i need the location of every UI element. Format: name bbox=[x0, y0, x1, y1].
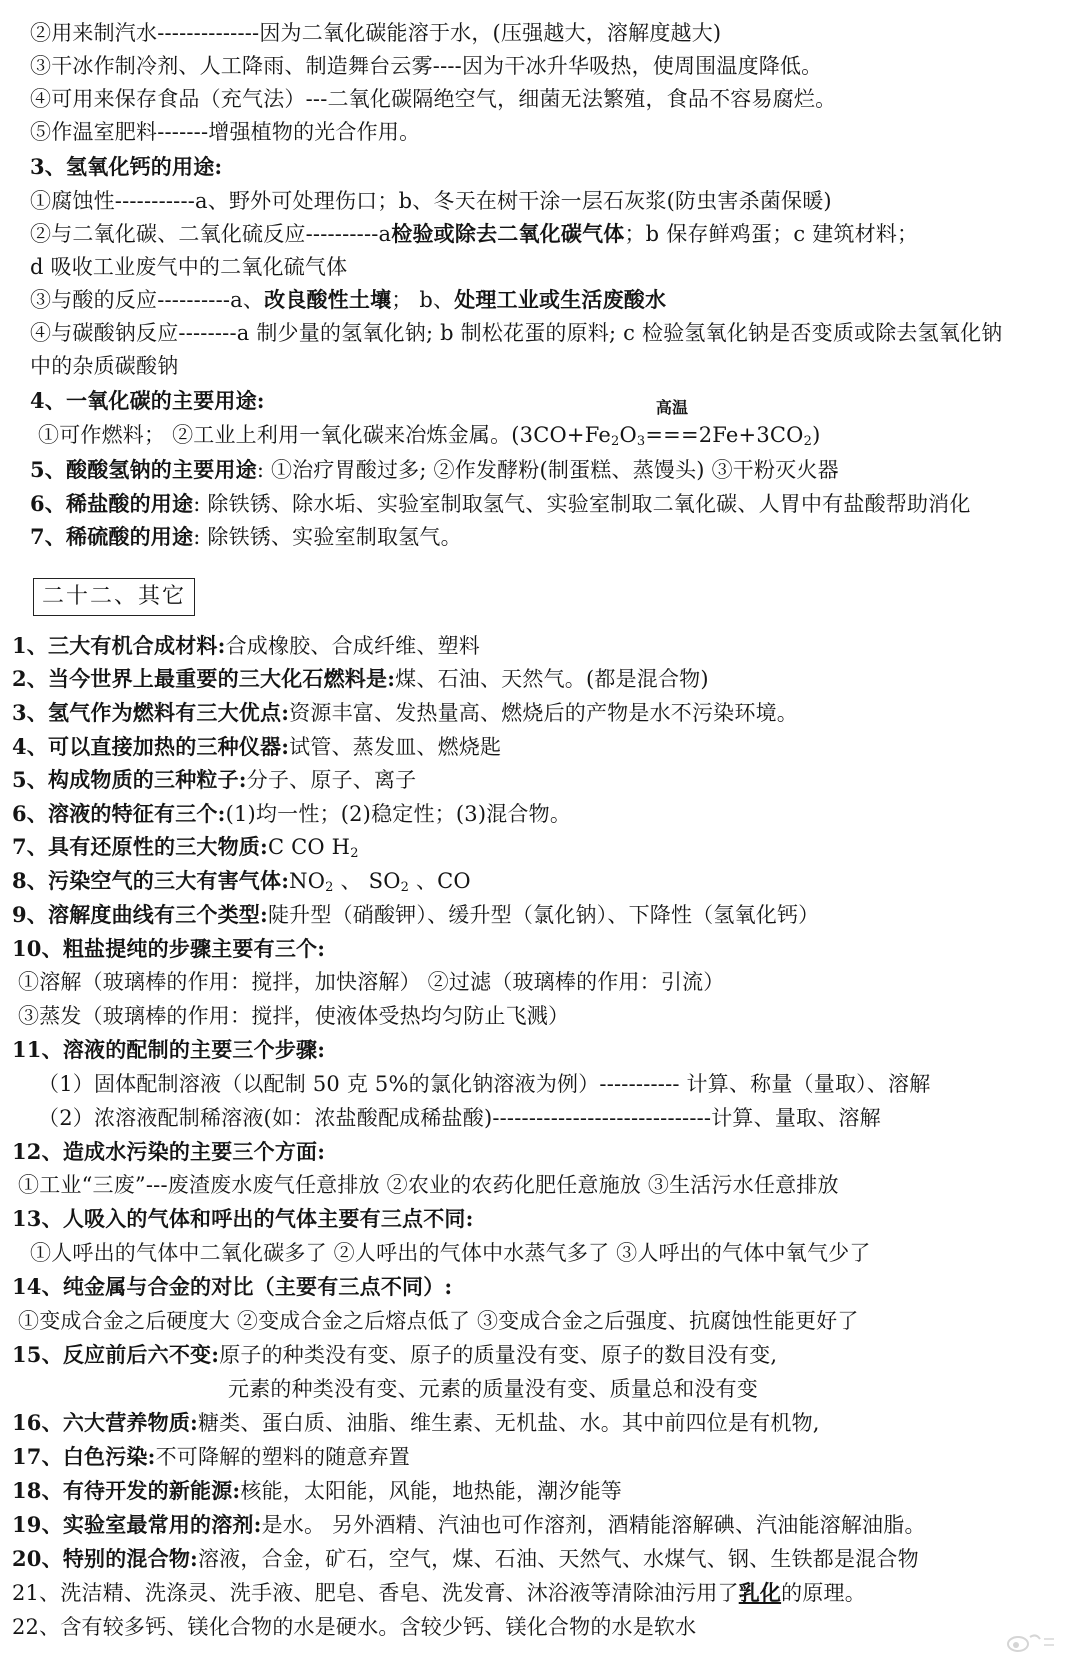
item-13-title: 13、人吸入的气体和呼出的气体主要有三点不同: bbox=[12, 1206, 474, 1231]
item-15: 15、反应前后六不变:原子的种类没有变、原子的质量没有变、原子的数目没有变, bbox=[12, 1342, 778, 1367]
h2so4-uses: 7、稀硫酸的用途: 除铁锈、实验室制取氢气。 bbox=[30, 524, 462, 549]
item-7: 7、具有还原性的三大物质:C CO $H_2$ bbox=[12, 834, 359, 861]
item-16: 16、六大营养物质:糖类、蛋白质、油脂、维生素、无机盐、水。其中前四位是有机物, bbox=[12, 1410, 820, 1435]
item-20: 20、特别的混合物:溶液，合金，矿石，空气，煤、石油、天然气、水煤气、钢、生铁都是混合物 bbox=[12, 1546, 919, 1571]
ca-use-co2: ②与二氧化碳、二氧化硫反应----------a检验或除去二氧化碳气体；b 保存鲜鸡蛋；c 建筑材料； bbox=[30, 221, 919, 246]
item-15-b: 元素的种类没有变、元素的质量没有变、质量总和没有变 bbox=[228, 1377, 758, 1401]
item-12-title: 12、造成水污染的主要三个方面: bbox=[12, 1139, 326, 1164]
item-13-a: ①人呼出的气体中二氧化碳多了 ②人呼出的气体中水蒸气多了 ③人呼出的气体中氧气少了 bbox=[30, 1241, 871, 1265]
item-14-a: ①变成合金之后硬度大 ②变成合金之后熔点低了 ③变成合金之后强度、抗腐蚀性能更好了 bbox=[18, 1309, 859, 1333]
nahco3-uses: 5、酸酸氢钠的主要用途: ①治疗胃酸过多; ②作发酵粉(制蛋糕、蒸馒头) ③干粉灭火器 bbox=[30, 457, 839, 482]
co2-use-soda: ②用来制汽水--------------因为二氧化碳能溶于水，(压强越大，溶解度越大) bbox=[30, 21, 722, 45]
co2-use-food: ④可用来保存食品（充气法）---二氧化碳隔绝空气，细菌无法繁殖，食品不容易腐烂。 bbox=[30, 87, 837, 111]
item-3: 3、氢气作为燃料有三大优点:资源丰富、发热量高、燃烧后的产物是水不污染环境。 bbox=[12, 700, 798, 725]
ca-use-na2co3: ④与碳酸钠反应--------a 制少量的氢氧化钠; b 制松花蛋的原料; c 检验氢氧化钠是否变质或除去氢氧化钠 bbox=[30, 321, 1003, 345]
item-10-b: ③蒸发（玻璃棒的作用：搅拌，使液体受热均匀防止飞溅） bbox=[18, 1004, 570, 1028]
hcl-uses: 6、稀盐酸的用途: 除铁锈、除水垢、实验室制取氢气、实验室制取二氧化碳、人胃中有盐酸帮助消化 bbox=[30, 491, 971, 516]
calcium-hydroxide-title: 3、氢氧化钙的用途: bbox=[30, 154, 223, 179]
ca-use-na2co3-cont: 中的杂质碳酸钠 bbox=[30, 354, 179, 378]
item-6: 6、溶液的特征有三个:(1)均一性；(2)稳定性；(3)混合物。 bbox=[12, 801, 572, 826]
item-22: 22、含有较多钙、镁化合物的水是硬水。含较少钙、镁化合物的水是软水 bbox=[12, 1615, 697, 1639]
reaction-arrow: 高温 === bbox=[645, 398, 699, 447]
item-18: 18、有待开发的新能源:核能，太阳能，风能，地热能，潮汐能等 bbox=[12, 1478, 622, 1503]
item-12-a: ①工业“三废”---废渣废水废气任意排放 ②农业的农药化肥任意施放 ③生活污水任意排放 bbox=[18, 1173, 839, 1197]
co-uses: ①可作燃料； ②工业上利用一氧化碳来冶炼金属。($3CO+Fe_2O_3$ 高温 $===2Fe+3CO_2$) bbox=[38, 398, 821, 449]
item-4: 4、可以直接加热的三种仪器:试管、蒸发皿、燃烧匙 bbox=[12, 734, 502, 759]
item-10-title: 10、粗盐提纯的步骤主要有三个: bbox=[12, 936, 326, 961]
ca-use-corrosive: ①腐蚀性-----------a、野外可处理伤口；b、冬天在树干涂一层石灰浆(防虫害杀菌保暖) bbox=[30, 189, 832, 213]
weibo-watermark-icon bbox=[1004, 1631, 1058, 1653]
ca-use-so2: d 吸收工业废气中的二氧化硫气体 bbox=[30, 255, 348, 279]
item-9: 9、溶解度曲线有三个类型:陡升型（硝酸钾）、缓升型（氯化钠）、下降性（氢氧化钙） bbox=[12, 902, 820, 927]
item-11-a: （1）固体配制溶液（以配制 50 克 5%的氯化钠溶液为例）----------- 计算、称量（量取）、溶解 bbox=[38, 1072, 931, 1096]
item-14-title: 14、纯金属与合金的对比（主要有三点不同）: bbox=[12, 1274, 453, 1299]
item-11-b: （2）浓溶液配制稀溶液(如：浓盐酸配成稀盐酸)------------------------------计算、量取、溶解 bbox=[38, 1106, 881, 1130]
co2-use-greenhouse: ⑤作温室肥料-------增强植物的光合作用。 bbox=[30, 120, 421, 144]
item-19: 19、实验室最常用的溶剂:是水。 另外酒精、汽油也可作溶剂，酒精能溶解碘、汽油能溶解油脂。 bbox=[12, 1512, 926, 1537]
item-21: 21、洗洁精、洗涤灵、洗手液、肥皂、香皂、洗发膏、沐浴液等清除油污用了乳化的原理。 bbox=[12, 1580, 866, 1605]
ca-use-acid: ③与酸的反应----------a、改良酸性土壤； b、处理工业或生活废酸水 bbox=[30, 287, 667, 312]
item-5: 5、构成物质的三种粒子:分子、原子、离子 bbox=[12, 767, 417, 792]
item-8: 8、污染空气的三大有害气体$:NO_2$ 、 $SO_2$ 、CO bbox=[12, 868, 471, 895]
item-1: 1、三大有机合成材料:合成橡胶、合成纤维、塑料 bbox=[12, 633, 480, 658]
co2-use-dry-ice: ③干冰作制冷剂、人工降雨、制造舞台云雾----因为干冰升华吸热，使周围温度降低。 bbox=[30, 54, 823, 78]
item-11-title: 11、溶液的配制的主要三个步骤: bbox=[12, 1037, 326, 1062]
section-title: 二十二、其它 bbox=[33, 578, 195, 616]
item-10-a: ①溶解（玻璃棒的作用：搅拌，加快溶解） ②过滤（玻璃棒的作用：引流） bbox=[18, 970, 725, 994]
co-title: 4、一氧化碳的主要用途: bbox=[30, 388, 265, 413]
item-2: 2、当今世界上最重要的三大化石燃料是:煤、石油、天然气。(都是混合物) bbox=[12, 666, 709, 691]
item-17: 17、白色污染:不可降解的塑料的随意弃置 bbox=[12, 1444, 410, 1469]
